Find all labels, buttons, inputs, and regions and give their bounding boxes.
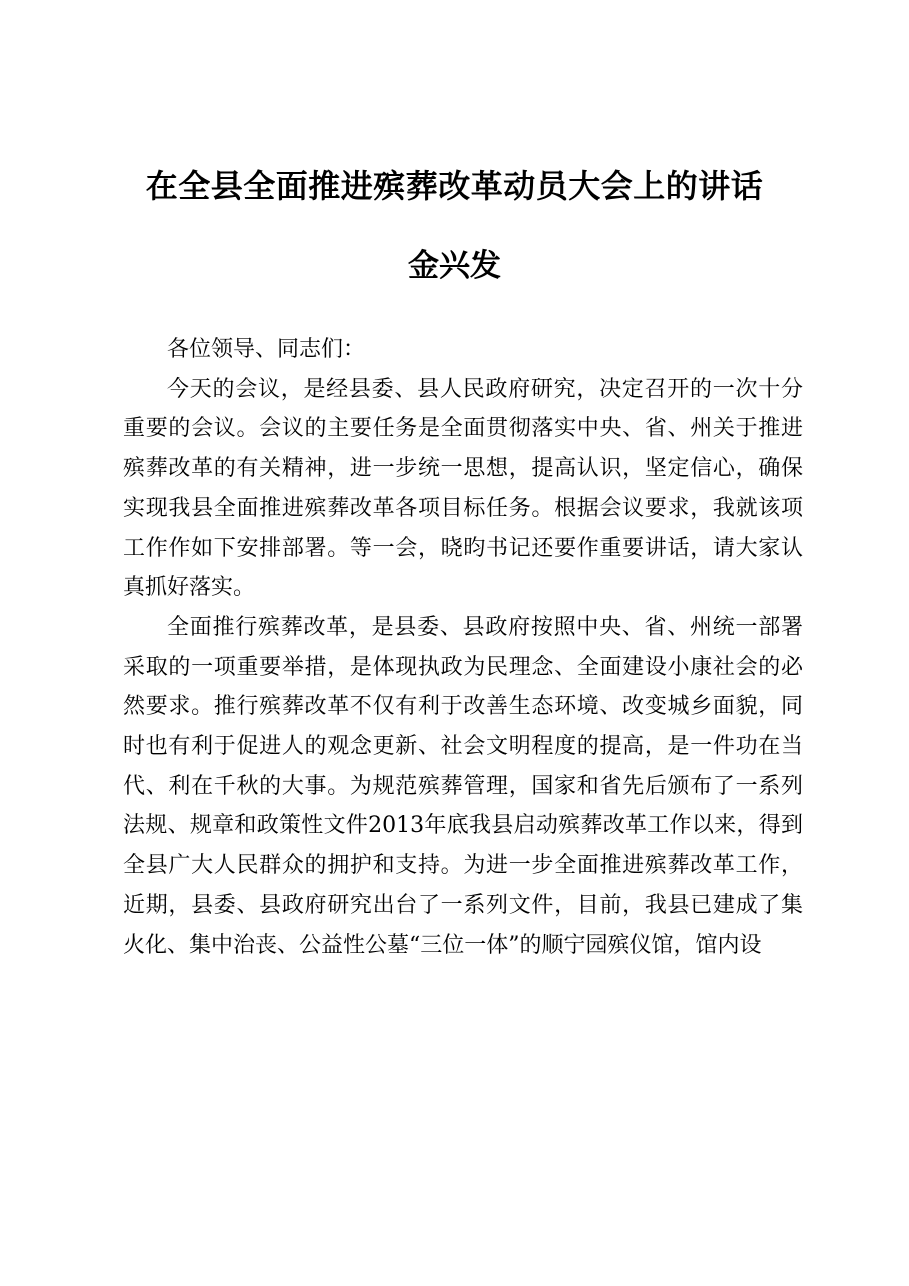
salutation: 各位领导、同志们： xyxy=(167,337,366,362)
document-title: 在全县全面推进殡葬改革动员大会上的讲话 xyxy=(145,167,764,205)
paragraph-1: 今天的会议，是经县委、县人民政府研究，决定召开的一次十分重要的会议。会议的主要任务是全面贯彻落实中央、省、州关于推进殡葬改革的有关精神，进一步统一思想，提高认识，坚定信心，确保实现我县全面推进殡葬改革各项目标任务。根据会议要求，我就该项工作作如下安排部署。等一会，晓昀书记还要作重要讲话，请大家认真抓好落实。 xyxy=(123,376,803,601)
paragraph-2: 全面推行殡葬改革，是县委、县政府按照中央、省、州统一部署采取的一项重要举措，是体现执政为民理念、全面建设小康社会的必然要求。推行殡葬改革不仅有利于改善生态环境、改变城乡面貌，同时也有利于促进人的观念更新、社会文明程度的提高，是一件功在当代、利在千秋的大事。为规范殡葬管理，国家和省先后颁布了一系列法规、规章和政策性文件2013年底我县启动殡葬改革工作以来，得到全县广大人民群众的拥护和支持。为进一步全面推进殡葬改革工作，近期，县委、县政府研究出台了一系列文件，目前，我县已建成了集火化、集中治丧、公益性公墓“三位一体”的顺宁园殡仪馆，馆内设 xyxy=(123,614,803,958)
document-body xyxy=(123,330,803,965)
document-author: 金兴发 xyxy=(408,248,501,284)
